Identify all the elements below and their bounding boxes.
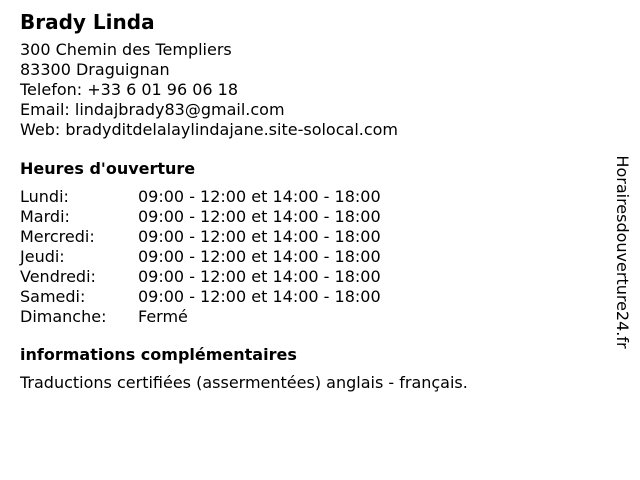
day-label: Mardi: xyxy=(20,207,70,226)
business-name: Brady Linda xyxy=(20,10,155,34)
opening-hours-list xyxy=(20,187,600,327)
hours-row-jeudi xyxy=(20,247,600,267)
hours-value: 09:00 - 12:00 et 14:00 - 18:00 xyxy=(138,287,381,306)
opening-hours-title: Heures d'ouverture xyxy=(20,159,196,178)
hours-row-vendredi xyxy=(20,267,600,287)
hours-row-mercredi xyxy=(20,227,600,247)
phone-line: Telefon: +33 6 01 96 06 18 xyxy=(20,80,239,99)
hours-value: 09:00 - 12:00 et 14:00 - 18:00 xyxy=(138,227,381,246)
hours-value: 09:00 - 12:00 et 14:00 - 18:00 xyxy=(138,247,381,266)
hours-value: Fermé xyxy=(138,307,188,326)
day-label: Lundi: xyxy=(20,187,69,206)
email-line: Email: lindajbrady83@gmail.com xyxy=(20,100,285,119)
business-card xyxy=(20,10,600,393)
additional-info-text: Traductions certifiées (assermentées) anglais - français. xyxy=(20,373,468,392)
day-label: Mercredi: xyxy=(20,227,95,246)
website-line: Web: bradyditdelalaylindajane.site-solocal.com xyxy=(20,120,399,139)
hours-value: 09:00 - 12:00 et 14:00 - 18:00 xyxy=(138,207,381,226)
hours-row-samedi xyxy=(20,287,600,307)
additional-info-title: informations complémentaires xyxy=(20,345,297,364)
site-watermark: Horairesdouverture24.fr xyxy=(613,155,632,349)
day-label: Vendredi: xyxy=(20,267,96,286)
day-label: Samedi: xyxy=(20,287,86,306)
hours-row-mardi xyxy=(20,207,600,227)
hours-row-lundi xyxy=(20,187,600,207)
address-street: 300 Chemin des Templiers xyxy=(20,40,232,59)
day-label: Dimanche: xyxy=(20,307,107,326)
hours-value: 09:00 - 12:00 et 14:00 - 18:00 xyxy=(138,187,381,206)
address-city: 83300 Draguignan xyxy=(20,60,170,79)
hours-row-dimanche xyxy=(20,307,600,327)
day-label: Jeudi: xyxy=(20,247,65,266)
hours-value: 09:00 - 12:00 et 14:00 - 18:00 xyxy=(138,267,381,286)
